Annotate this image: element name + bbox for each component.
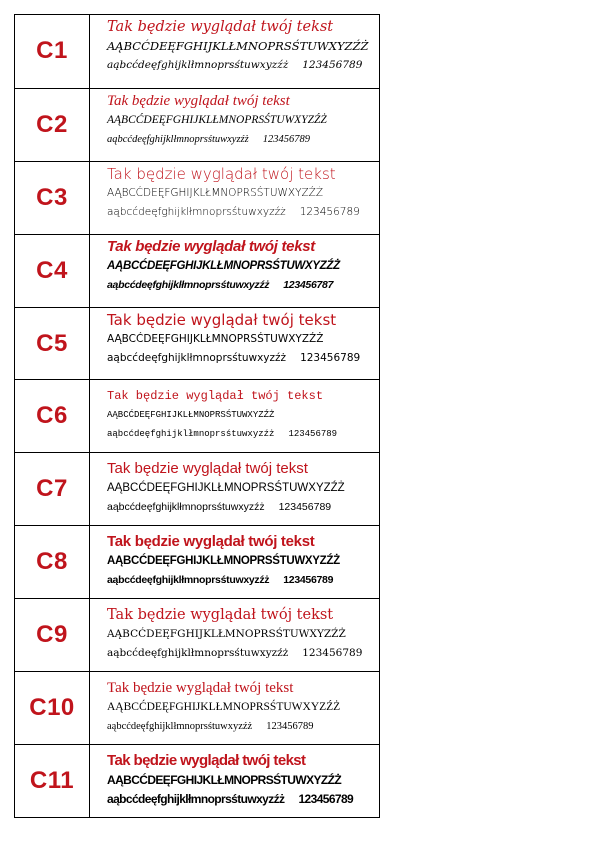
sample-digits: 123456789 — [298, 791, 354, 806]
sample-lowercase-line — [107, 571, 379, 590]
font-sample — [90, 89, 379, 161]
font-sample — [90, 162, 379, 234]
font-code-label: C4 — [15, 235, 90, 307]
sample-lowercase: aąbcćdeęfghijklłmnoprsśtuwxyzźż — [107, 278, 270, 291]
sample-uppercase: AĄBCĆDEĘFGHIJKLŁMNOPRSŚTUWXYZŹŻ — [107, 410, 275, 421]
sample-lowercase: aąbcćdeęfghijklłmnoprsśtuwxyzźż — [107, 59, 289, 71]
sample-digits: 123456789 — [299, 205, 360, 218]
sample-heading: Tak będzie wyglądał twój tekst — [107, 92, 290, 109]
font-code-label: C8 — [15, 526, 90, 598]
sample-heading: Tak będzie wyglądał twój tekst — [107, 164, 336, 183]
sample-lowercase-line — [107, 130, 379, 149]
sample-digits: 123456789 — [283, 574, 334, 587]
font-row-c1[interactable] — [15, 15, 379, 88]
sample-lowercase-line — [107, 276, 379, 295]
sample-lowercase-line — [107, 203, 379, 222]
font-sample — [90, 308, 379, 380]
font-row-c4[interactable] — [15, 234, 379, 307]
sample-lowercase-line — [107, 56, 379, 75]
sample-digits: 123456789 — [278, 501, 332, 514]
font-code-label: C5 — [15, 308, 90, 380]
sample-heading: Tak będzie wyglądał twój tekst — [107, 460, 308, 478]
font-code-label: C10 — [15, 672, 90, 744]
sample-lowercase-line — [107, 425, 379, 444]
sample-lowercase: aąbcćdeęfghijklłmnoprsśtuwxyzźż — [107, 647, 289, 660]
sample-uppercase: AĄBCĆDEĘFGHIJKLŁMNOPRSŚTUWXYZŹŻ — [107, 701, 341, 714]
font-sample — [90, 235, 379, 307]
sample-lowercase: aąbcćdeęfghijklłmnoprsśtuwxyzźż — [107, 721, 253, 733]
sample-digits: 123456789 — [302, 59, 363, 71]
font-sample — [90, 599, 379, 671]
sample-digits: 123456789 — [266, 721, 314, 733]
font-row-c2[interactable] — [15, 88, 379, 161]
sample-lowercase: aąbcćdeęfghijklłmnoprsśtuwxyzźż — [107, 501, 265, 514]
font-code-label: C2 — [15, 89, 90, 161]
sample-heading: Tak będzie wyglądał twój tekst — [107, 310, 337, 329]
font-code-label: C11 — [15, 745, 90, 817]
font-sample — [90, 672, 379, 744]
sample-digits: 123456787 — [283, 278, 334, 291]
sample-heading: Tak będzie wyglądał twój tekst — [107, 389, 324, 404]
sample-lowercase-line — [107, 498, 379, 517]
font-row-c6[interactable] — [15, 379, 379, 452]
font-sample — [90, 380, 379, 452]
sample-lowercase: aąbcćdeęfghijklłmnoprsśtuwxyzźż — [107, 133, 249, 145]
sample-uppercase: AĄBCĆDEĘFGHIJKLŁMNOPRSŚTUWXYZŹŻ — [107, 555, 340, 568]
sample-lowercase-line — [107, 717, 379, 736]
font-row-c11[interactable] — [15, 744, 379, 817]
sample-uppercase: AĄBCĆDEĘFGHIJKLŁMNOPRSŚTUWXYZŹŻ — [107, 113, 327, 126]
sample-uppercase: AĄBCĆDEĘFGHIJKLŁMNOPRSŚTUWXYZŹŻ — [107, 772, 342, 787]
font-code-label: C6 — [15, 380, 90, 452]
sample-uppercase: AĄBCĆDEĘFGHIJKLŁMNOPRSŚTUWXYZŹŻ — [107, 628, 346, 641]
sample-lowercase: aąbcćdeęfghijklłmnoprsśtuwxyzźż — [107, 205, 286, 218]
font-sample — [90, 526, 379, 598]
font-samples-table — [14, 14, 380, 818]
sample-digits: 123456789 — [300, 351, 361, 364]
sample-lowercase: aąbcćdeęfghijklłmnoprsśtuwxyzźż — [107, 429, 275, 440]
font-row-c7[interactable] — [15, 452, 379, 525]
sample-lowercase: aąbcćdeęfghijklłmnoprsśtuwxyzźż — [107, 574, 270, 587]
font-row-c5[interactable] — [15, 307, 379, 380]
sample-digits: 123456789 — [288, 429, 338, 440]
sample-heading: Tak będzie wyglądał twój tekst — [107, 680, 294, 697]
sample-uppercase: AĄBCĆDEĘFGHIJKLŁMNOPRSŚTUWXYZŹŻ — [107, 482, 345, 495]
sample-heading: Tak będzie wyglądał twój tekst — [107, 533, 315, 551]
sample-heading: Tak będzie wyglądał twój tekst — [107, 237, 316, 255]
font-code-label: C9 — [15, 599, 90, 671]
sample-digits: 123456789 — [302, 647, 363, 660]
font-row-c3[interactable] — [15, 161, 379, 234]
sample-uppercase: AĄBCĆDEĘFGHIJKLŁMNOPRSŚTUWXYZŹŻ — [107, 186, 324, 199]
font-code-label: C7 — [15, 453, 90, 525]
sample-uppercase: AĄBCĆDEĘFGHIJKLŁMNOPRSŚTUWXYZŹŻ — [107, 39, 369, 53]
sample-heading: Tak będzie wyglądał twój tekst — [107, 751, 306, 769]
sample-lowercase-line — [107, 349, 379, 368]
font-row-c8[interactable] — [15, 525, 379, 598]
sample-heading: Tak będzie wyglądał twój tekst — [107, 607, 334, 624]
font-row-c9[interactable] — [15, 598, 379, 671]
sample-digits: 123456789 — [262, 133, 310, 145]
font-row-c10[interactable] — [15, 671, 379, 744]
sample-heading: Tak będzie wyglądał twój tekst — [107, 19, 334, 35]
font-sample — [90, 453, 379, 525]
font-code-label: C3 — [15, 162, 90, 234]
sample-uppercase: AĄBCĆDEĘFGHIJKLŁMNOPRSŚTUWXYZŹŻ — [107, 259, 340, 272]
font-code-label: C1 — [15, 15, 90, 88]
sample-lowercase: aąbcćdeęfghijklłmnoprsśtuwxyzźż — [107, 351, 287, 364]
font-sample — [90, 745, 379, 817]
sample-lowercase-line — [107, 790, 379, 809]
sample-lowercase-line — [107, 644, 379, 663]
sample-lowercase: aąbcćdeęfghijklłmnoprsśtuwxyzźż — [107, 791, 285, 806]
font-sample — [90, 15, 379, 88]
sample-uppercase: AĄBCĆDEĘFGHIJKLŁMNOPRSŚTUWXYZŹŻ — [107, 332, 324, 345]
